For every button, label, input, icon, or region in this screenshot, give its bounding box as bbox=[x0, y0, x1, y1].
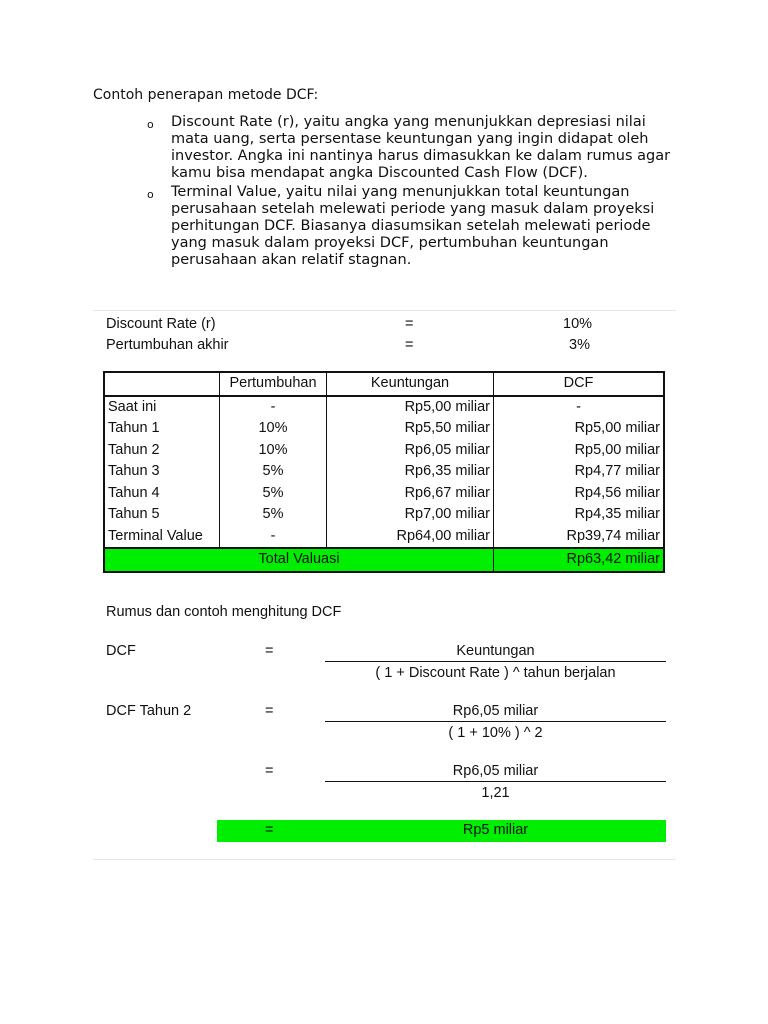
cell-growth: 10% bbox=[220, 418, 327, 440]
total-value: Rp63,42 miliar bbox=[494, 548, 665, 572]
example-label: DCF Tahun 2 bbox=[106, 703, 192, 719]
bullet-list bbox=[147, 114, 677, 271]
cell-growth: 5% bbox=[220, 461, 327, 483]
param-value-discount-rate: 10% bbox=[563, 316, 593, 332]
cell-dcf: - bbox=[576, 398, 581, 415]
fraction-line bbox=[325, 661, 666, 662]
cell-growth: 5% bbox=[220, 483, 327, 505]
table-row bbox=[104, 418, 664, 440]
formula-eq: = bbox=[265, 643, 274, 659]
param-eq: = bbox=[405, 337, 414, 353]
step2-eq: = bbox=[265, 763, 274, 779]
intro-text: Contoh penerapan metode DCF: bbox=[93, 87, 319, 103]
example-denominator: ( 1 + 10% ) ^ 2 bbox=[448, 725, 543, 741]
formula-dcf-label: DCF bbox=[106, 643, 136, 659]
header-cell: Keuntungan bbox=[327, 372, 494, 396]
param-label-discount-rate: Discount Rate (r) bbox=[106, 316, 216, 332]
cell-period: Tahun 2 bbox=[104, 440, 220, 462]
cell-dcf: Rp4,77 miliar bbox=[574, 463, 660, 480]
cell-period: Tahun 4 bbox=[104, 483, 220, 505]
header-cell: DCF bbox=[494, 372, 665, 396]
cell-dcf: Rp5,00 miliar bbox=[574, 441, 660, 458]
cell-period: Tahun 5 bbox=[104, 504, 220, 526]
result-eq: = bbox=[265, 822, 274, 838]
example-eq: = bbox=[265, 703, 274, 719]
formula-numerator: Keuntungan bbox=[456, 643, 535, 659]
formula-denominator: ( 1 + Discount Rate ) ^ tahun berjalan bbox=[375, 665, 616, 681]
cell-growth: 5% bbox=[220, 504, 327, 526]
step2-numerator: Rp6,05 miliar bbox=[452, 763, 539, 779]
cell-profit: Rp6,67 miliar bbox=[327, 483, 494, 505]
table-row bbox=[104, 483, 664, 505]
bullet-marker: o bbox=[147, 188, 154, 201]
cell-growth: - bbox=[220, 526, 327, 549]
cell-period: Tahun 3 bbox=[104, 461, 220, 483]
cell-profit: Rp6,35 miliar bbox=[327, 461, 494, 483]
cell-growth: 10% bbox=[220, 440, 327, 462]
cell-profit: Rp5,50 miliar bbox=[327, 418, 494, 440]
total-row bbox=[104, 548, 664, 572]
formula-heading: Rumus dan contoh menghitung DCF bbox=[106, 604, 342, 620]
cell-profit: Rp5,00 miliar bbox=[327, 396, 494, 419]
cell-dcf: Rp5,00 miliar bbox=[574, 420, 660, 437]
dcf-example-image bbox=[93, 310, 676, 860]
bullet-marker: o bbox=[147, 118, 154, 131]
image-top-border bbox=[93, 310, 676, 311]
bullet-text: Terminal Value, yaitu nilai yang menunjukkan total keuntungan perusahaan setelah melewati periode yang masuk dalam proyeksi perhitungan DCF. Biasanya diasumsikan setelah melewati periode yang masuk dalam proyeksi DCF, pertumbuhan keuntungan perusahaan akan relatif stagnan. bbox=[171, 184, 655, 268]
table-row bbox=[104, 461, 664, 483]
fraction-line bbox=[325, 781, 666, 782]
param-value-growth: 3% bbox=[569, 337, 590, 353]
cell-dcf: Rp39,74 miliar bbox=[566, 527, 660, 544]
cell-growth: - bbox=[220, 396, 327, 419]
table-row bbox=[104, 396, 664, 419]
cell-profit: Rp64,00 miliar bbox=[327, 526, 494, 549]
cell-profit: Rp7,00 miliar bbox=[327, 504, 494, 526]
header-cell bbox=[104, 372, 220, 396]
step2-denominator: 1,21 bbox=[481, 785, 510, 801]
cell-dcf: Rp4,56 miliar bbox=[574, 484, 660, 501]
header-cell: Pertumbuhan bbox=[220, 372, 327, 396]
table-row bbox=[104, 526, 664, 549]
result-value: Rp5 miliar bbox=[462, 822, 529, 838]
cell-period: Tahun 1 bbox=[104, 418, 220, 440]
bullet-text: Discount Rate (r), yaitu angka yang menunjukkan depresiasi nilai mata uang, serta persentase keuntungan yang ingin didapat oleh investor. Angka ini nantinya harus dimasukkan ke dalam rumus agar kamu bisa mendapat angka Discounted Cash Flow (DCF). bbox=[171, 114, 671, 181]
fraction-line bbox=[325, 721, 666, 722]
cell-dcf: Rp4,35 miliar bbox=[574, 506, 660, 523]
image-bottom-border bbox=[93, 859, 676, 860]
table-row bbox=[104, 440, 664, 462]
cell-profit: Rp6,05 miliar bbox=[327, 440, 494, 462]
total-label: Total Valuasi bbox=[104, 548, 494, 572]
cell-period: Saat ini bbox=[104, 396, 220, 419]
bullet-terminal-value bbox=[147, 184, 677, 269]
example-numerator: Rp6,05 miliar bbox=[452, 703, 539, 719]
bullet-discount-rate bbox=[147, 114, 677, 182]
param-eq: = bbox=[405, 316, 414, 332]
table-row bbox=[104, 504, 664, 526]
dcf-table bbox=[103, 371, 665, 573]
cell-period: Terminal Value bbox=[104, 526, 220, 549]
param-label-growth: Pertumbuhan akhir bbox=[106, 337, 229, 353]
table-header-row bbox=[104, 372, 664, 396]
